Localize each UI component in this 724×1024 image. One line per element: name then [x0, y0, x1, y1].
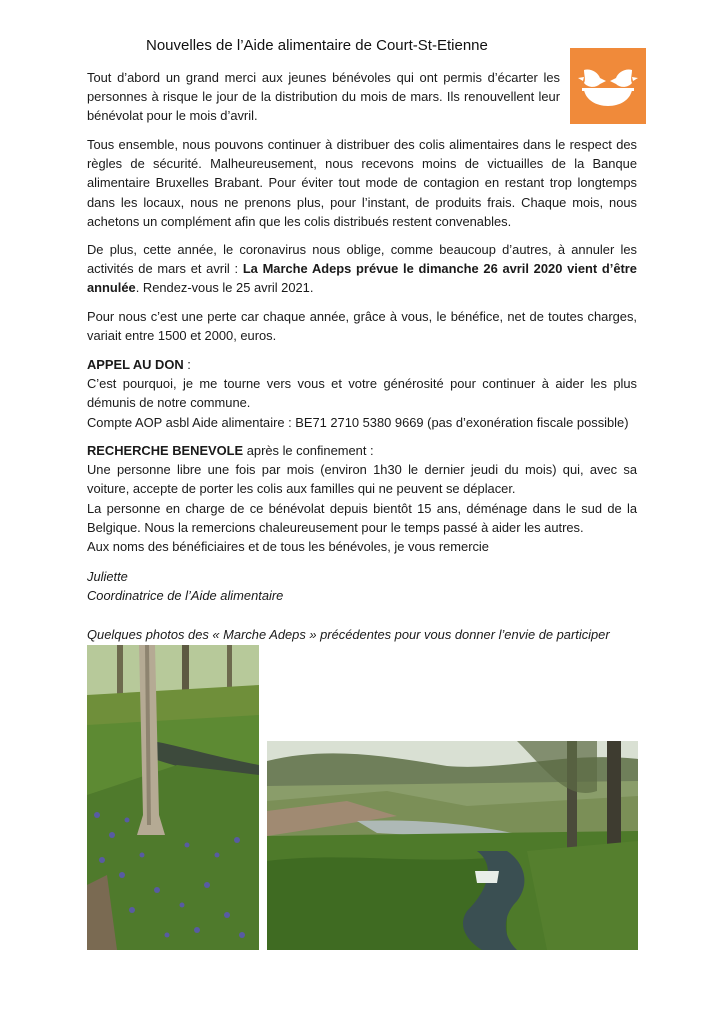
- bank-account-text: Compte AOP asbl Aide alimentaire : BE71 2710 5380 9669 (pas d’exonération fiscale possible): [87, 414, 629, 430]
- cancellation-bold-text: La Marche Adeps prévue le dimanche 26 avril 2020 vient d’être annulée: [87, 261, 637, 296]
- appel-text: C’est pourquoi, je me tourne vers vous et votre générosité pour continuer à aider les plus démunis de notre commune.: [87, 376, 637, 411]
- page-title: Nouvelles de l’Aide alimentaire de Court-St-Etienne: [146, 37, 488, 54]
- recherche-text-1: Une personne libre une fois par mois (environ 1h30 le dernier jeudi du mois) qui, avec sa voiture, accepte de porter les colis aux familles qui ne peuvent se déplacer.: [87, 462, 637, 497]
- signature: [87, 567, 637, 605]
- cancellation-text: De plus, cette année, le coronavirus nous oblige, comme beaucoup d’autres, à annuler les activités de mars et avril :: [87, 242, 637, 277]
- paragraph-loss: Pour nous c’est une perte car chaque année, grâce à vous, le bénéfice, net de toutes charges, variait entre 1500 et 2000, euros.: [87, 309, 637, 344]
- photo-forest-stream: [267, 741, 638, 950]
- appel-heading-suffix: :: [183, 357, 191, 372]
- paragraph-thanks: Tout d’abord un grand merci aux jeunes bénévoles qui ont permis d’écarter les personnes à risque le jour de la distribution du mois de mars. Ils renouvellent leur bénévolat pour le mois d’avril.: [87, 70, 560, 124]
- logo: [570, 48, 646, 124]
- section-appel-au-don: [87, 355, 637, 432]
- recherche-heading: RECHERCHE BENEVOLE: [87, 443, 244, 458]
- photos-caption: Quelques photos des « Marche Adeps » précédentes pour vous donner l’envie de participer: [87, 627, 610, 642]
- signature-name: Juliette: [87, 569, 128, 584]
- appel-heading: APPEL AU DON: [87, 357, 184, 372]
- recherche-text-3: Aux noms des bénéficiaires et de tous les bénévoles, je vous remercie: [87, 539, 489, 555]
- recherche-heading-suffix: après le confinement :: [243, 443, 374, 458]
- paragraph-distribution: Tous ensemble, nous pouvons continuer à distribuer des colis alimentaires dans le respect des règles de sécurité. Malheureusement, nous recevons moins de victuailles de la Banque alimentaire Bruxelles Brabant. Pour éviter tout mode de contagion en restant trop longtemps dans les locaux, nous ne prenons plus, pour l’instant, de produits frais. Chaque mois, nous achetons un complément afin que les colis distribués restent convenables.: [87, 137, 637, 229]
- recherche-text-2: La personne en charge de ce bénévolat depuis bientôt 15 ans, déménage dans le sud de la Belgique. Nous la remercions chaleureusement pour le temps passé à aider les autres.: [87, 500, 637, 535]
- signature-role: Coordinatrice de l’Aide alimentaire: [87, 588, 284, 604]
- paragraph-cancellation: [87, 240, 637, 298]
- section-recherche-benevole: [87, 441, 637, 556]
- cancellation-end-text: . Rendez-vous le 25 avril 2021.: [135, 280, 314, 296]
- photo-forest-bluebells: [87, 645, 259, 950]
- two-birds-over-bowl-icon: [570, 48, 646, 124]
